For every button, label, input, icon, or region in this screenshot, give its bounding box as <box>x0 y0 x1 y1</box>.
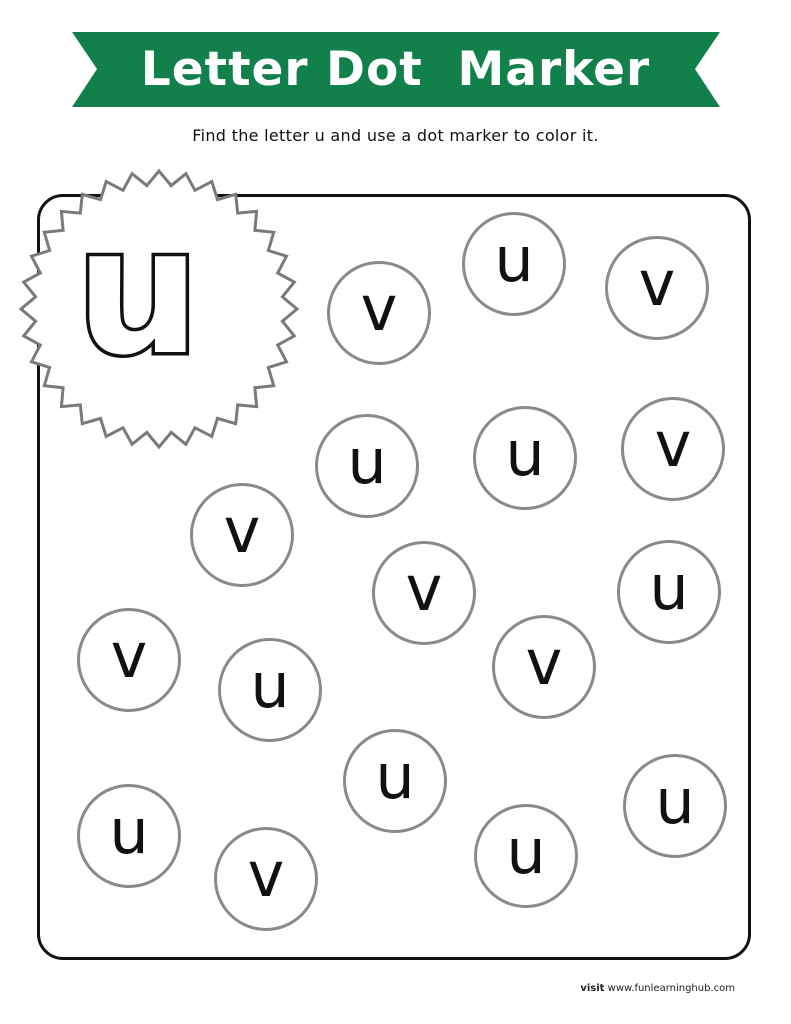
dot-letter: v <box>247 838 285 911</box>
dot-letter: u <box>109 795 149 868</box>
letter-dot[interactable] <box>492 615 596 719</box>
letter-dot[interactable] <box>372 541 476 645</box>
letter-dot[interactable] <box>77 608 181 712</box>
footer-url[interactable]: www.funlearninghub.com <box>607 983 735 994</box>
dot-letter: u <box>506 815 546 888</box>
letter-dot[interactable] <box>218 638 322 742</box>
dot-letter: u <box>494 223 534 296</box>
letter-dot[interactable] <box>473 406 577 510</box>
dot-letter: v <box>405 552 443 625</box>
letter-dot[interactable] <box>474 804 578 908</box>
letter-dot[interactable] <box>605 236 709 340</box>
page-title: Letter Dot Marker <box>140 42 651 97</box>
letter-dot[interactable] <box>623 754 727 858</box>
letter-dot[interactable] <box>190 483 294 587</box>
dot-letter: v <box>110 619 148 692</box>
footer-credit <box>580 983 735 994</box>
dot-letter: v <box>525 626 563 699</box>
letter-dot[interactable] <box>315 414 419 518</box>
dot-letter: v <box>654 408 692 481</box>
dot-letter: v <box>223 494 261 567</box>
letter-dot[interactable] <box>617 540 721 644</box>
footer-visit-label: visit <box>580 983 605 994</box>
dot-letter: u <box>347 425 387 498</box>
dot-letter: u <box>649 551 689 624</box>
dot-letter: u <box>505 417 545 490</box>
letter-dot[interactable] <box>343 729 447 833</box>
letter-dot[interactable] <box>327 261 431 365</box>
dot-letter: v <box>360 272 398 345</box>
dot-letter: u <box>375 740 415 813</box>
instructions-text: Find the letter u and use a dot marker to color it. <box>192 126 599 145</box>
dot-letter: u <box>655 765 695 838</box>
letter-dot[interactable] <box>621 397 725 501</box>
dot-letter: u <box>250 649 290 722</box>
letter-dot[interactable] <box>214 827 318 931</box>
dot-letter: v <box>638 247 676 320</box>
letter-dot[interactable] <box>77 784 181 888</box>
target-letter: u <box>75 191 201 394</box>
letter-dot[interactable] <box>462 212 566 316</box>
